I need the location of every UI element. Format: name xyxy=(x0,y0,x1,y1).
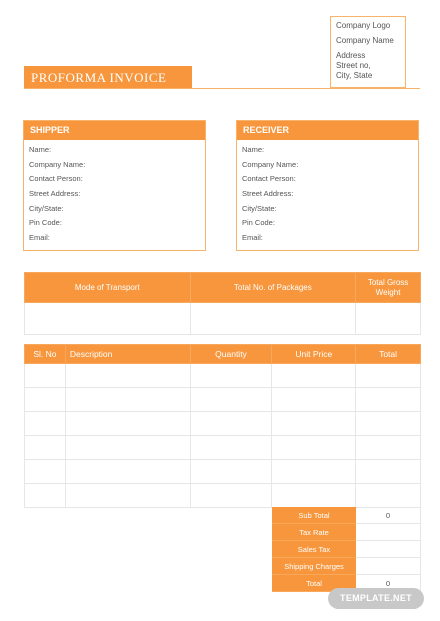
transport-cell-mode[interactable] xyxy=(25,303,191,335)
transport-header-weight: Total Gross Weight xyxy=(356,273,421,303)
transport-cell-weight[interactable] xyxy=(356,303,421,335)
table-row xyxy=(25,460,421,484)
transport-header-packages: Total No. of Packages xyxy=(190,273,356,303)
items-header-description: Description xyxy=(65,345,190,364)
cell[interactable] xyxy=(25,388,66,412)
transport-table xyxy=(24,272,421,335)
total-value[interactable]: 0 xyxy=(356,575,421,592)
cell[interactable] xyxy=(190,412,272,436)
items-header-unit-price: Unit Price xyxy=(272,345,356,364)
table-row xyxy=(25,484,421,508)
cell[interactable] xyxy=(65,412,190,436)
receiver-field-email[interactable]: Email: xyxy=(242,233,263,243)
cell[interactable] xyxy=(190,460,272,484)
table-row xyxy=(25,412,421,436)
table-row xyxy=(25,388,421,412)
shipper-box xyxy=(23,120,206,251)
cell[interactable] xyxy=(356,484,421,508)
cell[interactable] xyxy=(190,388,272,412)
company-address-line: City, State xyxy=(336,71,373,80)
receiver-field-city[interactable]: City/State: xyxy=(242,203,277,213)
cell[interactable] xyxy=(272,436,356,460)
shipper-field-city[interactable]: City/State: xyxy=(29,203,64,213)
cell[interactable] xyxy=(272,484,356,508)
items-table xyxy=(24,344,421,508)
receiver-field-company[interactable]: Company Name: xyxy=(242,159,299,169)
receiver-field-street[interactable]: Street Address: xyxy=(242,189,294,199)
cell[interactable] xyxy=(272,364,356,388)
shipper-field-company[interactable]: Company Name: xyxy=(29,159,86,169)
company-address-line: Address xyxy=(336,51,366,60)
cell[interactable] xyxy=(25,412,66,436)
cell[interactable] xyxy=(25,460,66,484)
shipper-field-pin[interactable]: Pin Code: xyxy=(29,218,62,228)
shipper-title: SHIPPER xyxy=(24,121,205,140)
cell[interactable] xyxy=(356,364,421,388)
receiver-title: RECEIVER xyxy=(237,121,418,140)
receiver-field-name[interactable]: Name: xyxy=(242,145,265,154)
receiver-box xyxy=(236,120,419,251)
cell[interactable] xyxy=(190,484,272,508)
items-header-total: Total xyxy=(356,345,421,364)
transport-cell-packages[interactable] xyxy=(190,303,356,335)
company-logo-placeholder: Company Logo xyxy=(336,21,391,30)
cell[interactable] xyxy=(356,388,421,412)
shipper-field-contact[interactable]: Contact Person: xyxy=(29,174,83,184)
tax-rate-value[interactable] xyxy=(356,524,421,541)
cell[interactable] xyxy=(65,388,190,412)
totals-row-shipping xyxy=(272,558,421,575)
subtotal-label: Sub Total xyxy=(272,507,356,524)
cell[interactable] xyxy=(190,364,272,388)
table-row xyxy=(25,436,421,460)
shipper-field-street[interactable]: Street Address: xyxy=(29,189,81,199)
cell[interactable] xyxy=(65,460,190,484)
subtotal-value[interactable]: 0 xyxy=(356,507,421,524)
cell[interactable] xyxy=(25,436,66,460)
company-info-box xyxy=(330,16,406,88)
cell[interactable] xyxy=(272,460,356,484)
total-label: Total xyxy=(272,575,356,592)
cell[interactable] xyxy=(272,388,356,412)
shipper-field-name[interactable]: Name: xyxy=(29,145,52,154)
cell[interactable] xyxy=(25,364,66,388)
table-row xyxy=(25,364,421,388)
cell[interactable] xyxy=(65,364,190,388)
receiver-field-contact[interactable]: Contact Person: xyxy=(242,174,296,184)
cell[interactable] xyxy=(356,412,421,436)
invoice-title: PROFORMA INVOICE xyxy=(24,66,192,88)
totals-row-tax-rate xyxy=(272,524,421,541)
items-header-slno: Sl. No xyxy=(25,345,66,364)
cell[interactable] xyxy=(356,436,421,460)
totals-block xyxy=(272,507,421,592)
tax-rate-label: Tax Rate xyxy=(272,524,356,541)
sales-tax-value[interactable] xyxy=(356,541,421,558)
cell[interactable] xyxy=(25,484,66,508)
shipper-field-email[interactable]: Email: xyxy=(29,233,50,243)
cell[interactable] xyxy=(65,484,190,508)
header-divider xyxy=(24,88,420,89)
cell[interactable] xyxy=(356,460,421,484)
totals-row-sales-tax xyxy=(272,541,421,558)
cell[interactable] xyxy=(65,436,190,460)
receiver-field-pin[interactable]: Pin Code: xyxy=(242,218,275,228)
company-address-line: Street no, xyxy=(336,61,371,70)
shipping-charges-label: Shipping Charges xyxy=(272,558,356,575)
company-name: Company Name xyxy=(336,36,394,45)
cell[interactable] xyxy=(190,436,272,460)
sales-tax-label: Sales Tax xyxy=(272,541,356,558)
totals-row-subtotal xyxy=(272,507,421,524)
cell[interactable] xyxy=(272,412,356,436)
transport-header-mode: Mode of Transport xyxy=(25,273,191,303)
items-header-quantity: Quantity xyxy=(190,345,272,364)
template-watermark: TEMPLATE.NET xyxy=(328,588,424,609)
shipping-charges-value[interactable] xyxy=(356,558,421,575)
